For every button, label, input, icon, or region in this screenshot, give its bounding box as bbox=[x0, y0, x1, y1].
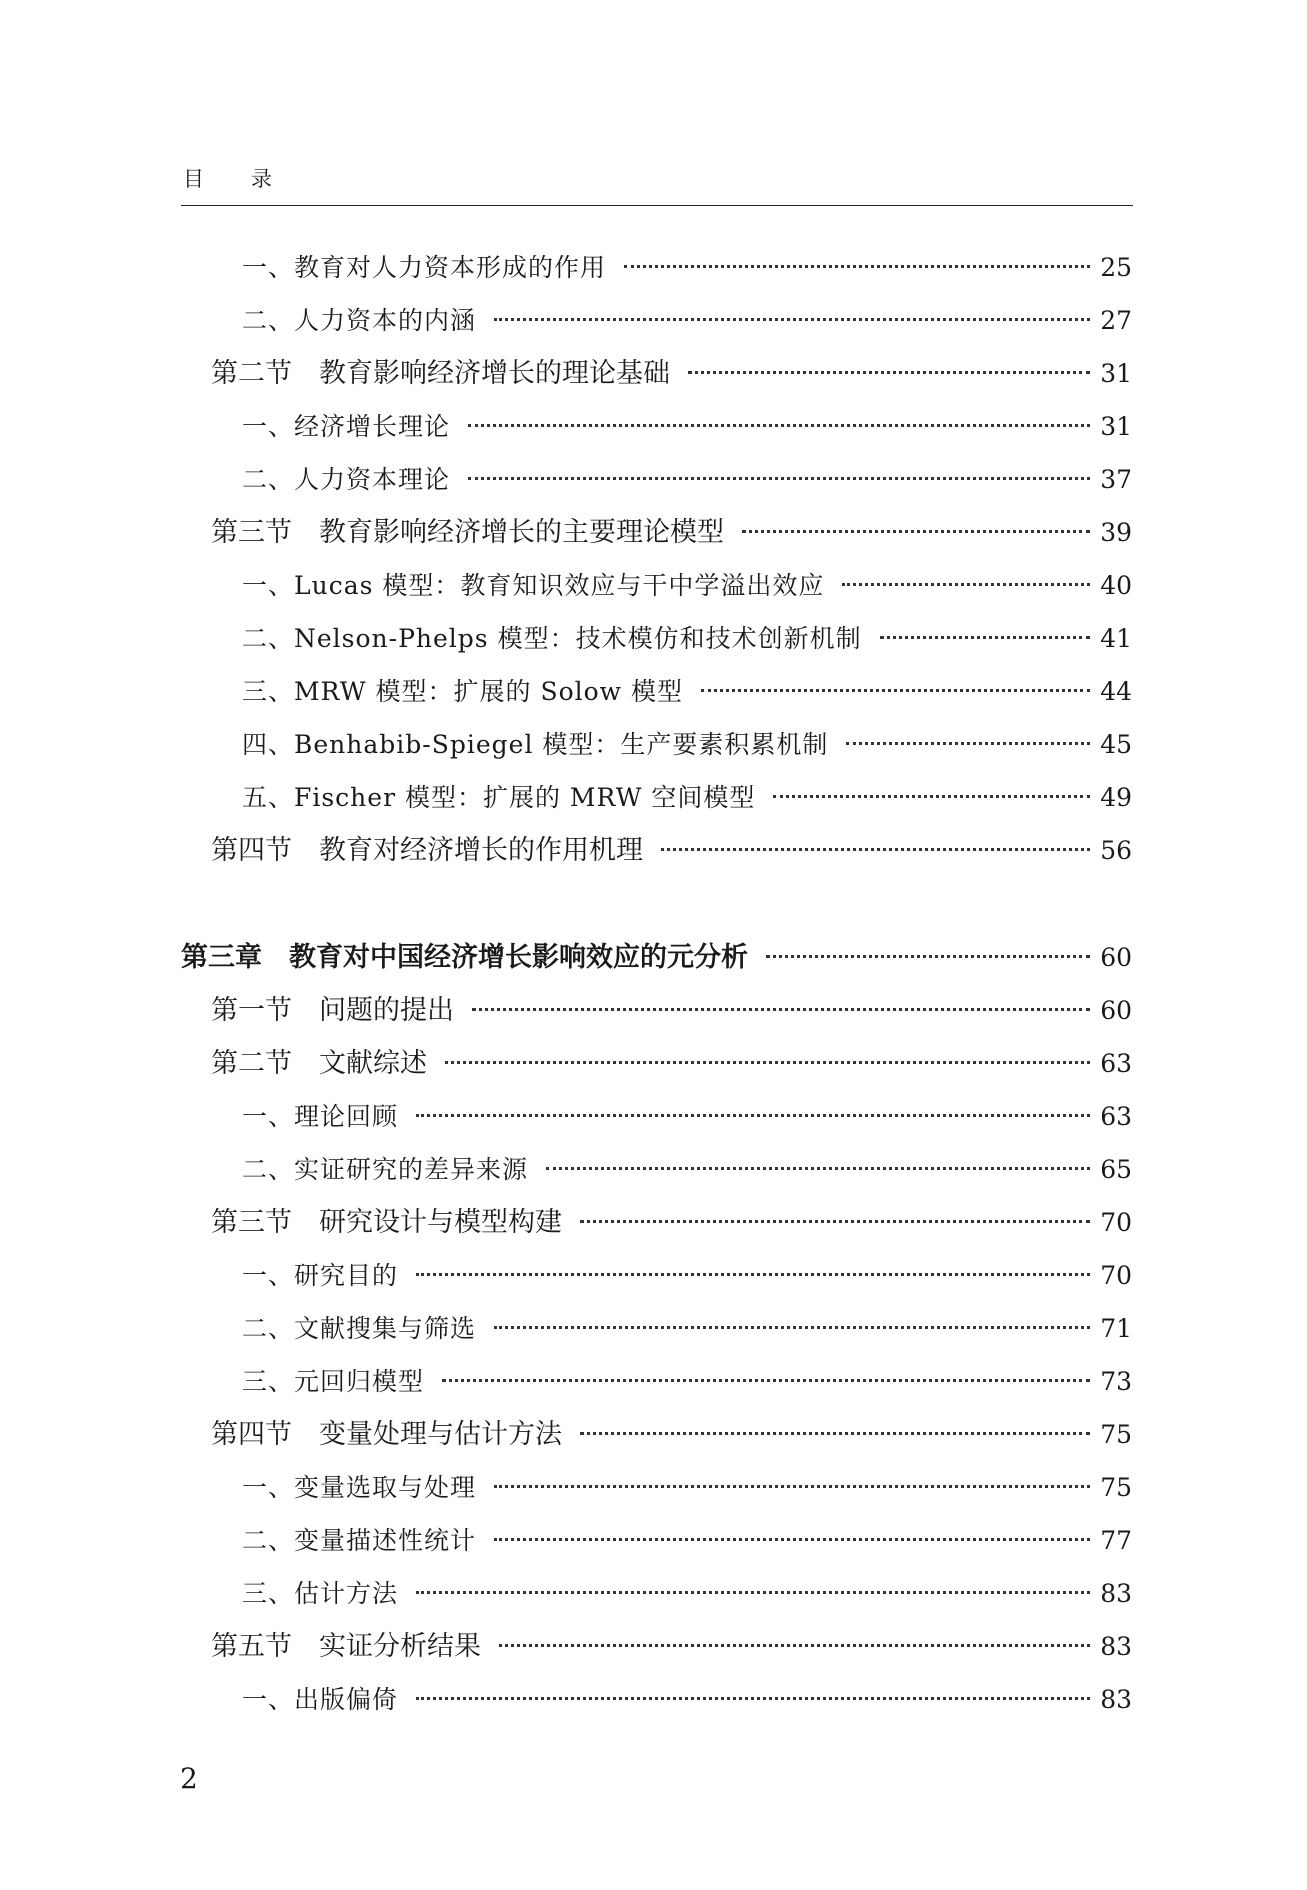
toc-section-entry[interactable] bbox=[211, 1203, 1132, 1243]
toc-subsection-entry[interactable] bbox=[242, 248, 1132, 288]
toc-section-entry[interactable] bbox=[211, 1044, 1132, 1084]
dot-leader bbox=[468, 424, 1090, 427]
toc-entry-page: 63 bbox=[1100, 1102, 1132, 1131]
toc-entry-title: 第四节 变量处理与估计方法 bbox=[211, 1419, 562, 1450]
toc-entry-title: 五、Fischer 模型：扩展的 MRW 空间模型 bbox=[242, 783, 756, 812]
toc-entry-title: 一、理论回顾 bbox=[242, 1102, 399, 1131]
toc-subsection-entry[interactable] bbox=[242, 1521, 1132, 1561]
toc-subsection-entry[interactable] bbox=[242, 725, 1132, 765]
toc-subsection-entry[interactable] bbox=[242, 778, 1132, 818]
dot-leader bbox=[766, 955, 1090, 958]
header-rule bbox=[181, 205, 1133, 206]
toc-entry-title: 三、MRW 模型：扩展的 Solow 模型 bbox=[242, 677, 684, 706]
toc-section-entry[interactable] bbox=[211, 1627, 1132, 1667]
toc-section-entry[interactable] bbox=[211, 831, 1132, 871]
toc-entry-page: 37 bbox=[1100, 465, 1132, 494]
toc-entry-page: 31 bbox=[1100, 412, 1132, 441]
toc-entry-title: 一、研究目的 bbox=[242, 1261, 399, 1290]
toc-entry-title: 第二节 教育影响经济增长的理论基础 bbox=[211, 358, 670, 389]
toc-entry-page: 45 bbox=[1100, 730, 1132, 759]
toc-entry-page: 60 bbox=[1100, 943, 1132, 972]
dot-leader bbox=[546, 1167, 1090, 1170]
toc-entry-page: 49 bbox=[1100, 783, 1132, 812]
dot-leader bbox=[416, 1591, 1090, 1594]
dot-leader bbox=[442, 1379, 1090, 1382]
dot-leader bbox=[624, 265, 1090, 268]
toc-subsection-entry[interactable] bbox=[242, 407, 1132, 447]
toc-subsection-entry[interactable] bbox=[242, 619, 1132, 659]
toc-subsection-entry[interactable] bbox=[242, 1309, 1132, 1349]
toc-entry-title: 三、元回归模型 bbox=[242, 1367, 425, 1396]
toc-entry-title: 二、文献搜集与筛选 bbox=[242, 1314, 477, 1343]
toc-subsection-entry[interactable] bbox=[242, 1256, 1132, 1296]
dot-leader bbox=[472, 1008, 1090, 1011]
dot-leader bbox=[494, 318, 1090, 321]
toc-entry-title: 二、人力资本理论 bbox=[242, 465, 451, 494]
toc-subsection-entry[interactable] bbox=[242, 1468, 1132, 1508]
toc-section-entry[interactable] bbox=[211, 1415, 1132, 1455]
toc-entry-page: 40 bbox=[1100, 571, 1132, 600]
toc-subsection-entry[interactable] bbox=[242, 460, 1132, 500]
toc-subsection-entry[interactable] bbox=[242, 1150, 1132, 1190]
toc-subsection-entry[interactable] bbox=[242, 301, 1132, 341]
dot-leader bbox=[880, 636, 1091, 639]
toc-entry-page: 70 bbox=[1100, 1208, 1132, 1237]
toc-subsection-entry[interactable] bbox=[242, 1362, 1132, 1402]
toc-entry-title: 一、经济增长理论 bbox=[242, 412, 451, 441]
dot-leader bbox=[494, 1326, 1090, 1329]
dot-leader bbox=[494, 1485, 1090, 1488]
toc-entry-title: 二、实证研究的差异来源 bbox=[242, 1155, 529, 1184]
toc-entry-page: 65 bbox=[1100, 1155, 1132, 1184]
toc-entry-page: 31 bbox=[1100, 359, 1132, 388]
toc-subsection-entry[interactable] bbox=[242, 1097, 1132, 1137]
toc-entry-page: 41 bbox=[1100, 624, 1132, 653]
toc-entry-title: 一、Lucas 模型：教育知识效应与干中学溢出效应 bbox=[242, 571, 825, 600]
dot-leader bbox=[580, 1220, 1090, 1223]
dot-leader bbox=[742, 530, 1090, 533]
toc-entry-page: 39 bbox=[1100, 518, 1132, 547]
toc-entry-page: 75 bbox=[1100, 1473, 1132, 1502]
header-title-part2: 录 bbox=[251, 167, 272, 191]
toc-entry-page: 77 bbox=[1100, 1526, 1132, 1555]
header-title-part1: 目 bbox=[183, 167, 204, 191]
toc-subsection-entry[interactable] bbox=[242, 1680, 1132, 1720]
dot-leader bbox=[701, 689, 1090, 692]
toc-entry-page: 63 bbox=[1100, 1049, 1132, 1078]
toc-subsection-entry[interactable] bbox=[242, 672, 1132, 712]
toc-entry-title: 一、变量选取与处理 bbox=[242, 1473, 477, 1502]
dot-leader bbox=[468, 477, 1090, 480]
toc-entry-title: 一、教育对人力资本形成的作用 bbox=[242, 253, 607, 282]
toc-entry-title: 第四节 教育对经济增长的作用机理 bbox=[211, 835, 643, 866]
page-number: 2 bbox=[180, 1762, 198, 1795]
toc-entry-title: 第五节 实证分析结果 bbox=[211, 1631, 481, 1662]
toc-section-entry[interactable] bbox=[211, 991, 1132, 1031]
toc-subsection-entry[interactable] bbox=[242, 566, 1132, 606]
toc-entry-page: 60 bbox=[1100, 996, 1132, 1025]
dot-leader bbox=[445, 1061, 1090, 1064]
dot-leader bbox=[416, 1273, 1090, 1276]
running-header bbox=[183, 163, 1131, 193]
toc-section-entry[interactable] bbox=[211, 513, 1132, 553]
dot-leader bbox=[499, 1644, 1090, 1647]
toc-entry-page: 83 bbox=[1100, 1579, 1132, 1608]
toc-entry-page: 70 bbox=[1100, 1261, 1132, 1290]
toc-entry-title: 第一节 问题的提出 bbox=[211, 995, 454, 1026]
toc-entry-title: 四、Benhabib-Spiegel 模型：生产要素积累机制 bbox=[242, 730, 829, 759]
toc-entry-page: 83 bbox=[1100, 1685, 1132, 1714]
toc-entry-page: 71 bbox=[1100, 1314, 1132, 1343]
dot-leader bbox=[773, 795, 1090, 798]
toc-entry-page: 83 bbox=[1100, 1632, 1132, 1661]
dot-leader bbox=[416, 1114, 1090, 1117]
toc-entry-title: 三、估计方法 bbox=[242, 1579, 399, 1608]
dot-leader bbox=[842, 583, 1090, 586]
toc-entry-title: 第三节 教育影响经济增长的主要理论模型 bbox=[211, 517, 724, 548]
toc-entry-page: 27 bbox=[1100, 306, 1132, 335]
toc-entry-title: 第三节 研究设计与模型构建 bbox=[211, 1207, 562, 1238]
dot-leader bbox=[661, 848, 1090, 851]
toc-entry-title: 二、Nelson-Phelps 模型：技术模仿和技术创新机制 bbox=[242, 624, 862, 653]
dot-leader bbox=[688, 371, 1090, 374]
dot-leader bbox=[580, 1432, 1090, 1435]
toc-section-entry[interactable] bbox=[211, 354, 1132, 394]
toc-entry-page: 75 bbox=[1100, 1420, 1132, 1449]
toc-entry-page: 44 bbox=[1100, 677, 1132, 706]
toc-entry-page: 56 bbox=[1100, 836, 1132, 865]
dot-leader bbox=[846, 742, 1090, 745]
toc-entry-title: 一、出版偏倚 bbox=[242, 1685, 399, 1714]
toc-entry-title: 第二节 文献综述 bbox=[211, 1048, 427, 1079]
toc-subsection-entry[interactable] bbox=[242, 1574, 1132, 1614]
toc-entry-title: 第三章 教育对中国经济增长影响效应的元分析 bbox=[181, 942, 748, 973]
toc-entry-page: 25 bbox=[1100, 253, 1132, 282]
toc-entry-title: 二、人力资本的内涵 bbox=[242, 306, 477, 335]
dot-leader bbox=[416, 1697, 1090, 1700]
toc-chapter-entry[interactable] bbox=[181, 938, 1132, 978]
toc-entry-title: 二、变量描述性统计 bbox=[242, 1526, 477, 1555]
dot-leader bbox=[494, 1538, 1090, 1541]
toc-entry-page: 73 bbox=[1100, 1367, 1132, 1396]
